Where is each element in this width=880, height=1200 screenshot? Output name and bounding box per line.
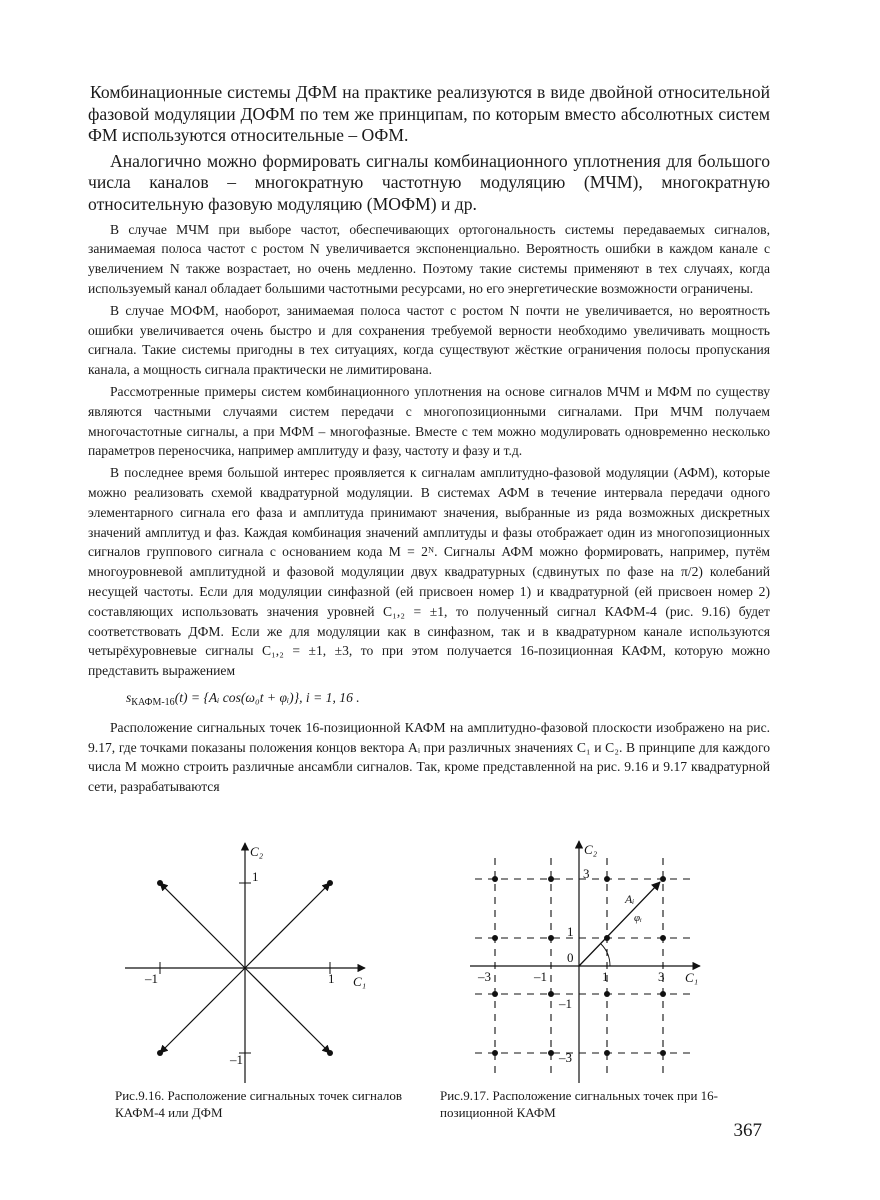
vector-q4: [245, 968, 330, 1053]
figure-9-16-caption: Рис.9.16. Расположение сигнальных точек сигналов КАФМ-4 или ДФМ: [115, 1088, 403, 1120]
formula: [88, 683, 770, 718]
signal-point: [327, 1050, 333, 1056]
tick-label-y-neg: –1: [230, 1052, 243, 1067]
axis-label-y: C₂: [584, 842, 598, 857]
tick-label-x-m3: –3: [478, 969, 491, 984]
figure-9-16: [115, 838, 395, 1088]
axis-label-x: C₁: [685, 970, 699, 985]
tick-label-x-p3: 3: [658, 969, 665, 984]
signal-point: [157, 880, 163, 886]
paragraph-2: Аналогично можно формировать сигналы комбинационного уплотнения для большого числа каналов – многократную частотную модуляцию (МЧМ), многократную относительную фазовую модуляцию (МОФМ) и др.: [88, 150, 770, 214]
origin-label: 0: [567, 950, 574, 965]
vector-q1: [245, 883, 330, 968]
vector-ai: [579, 882, 660, 966]
tick-label-y-p1: 1: [567, 924, 574, 939]
axis-label-y: C₂: [250, 844, 264, 859]
page-number: 367: [733, 1120, 762, 1141]
figure-9-17: [460, 838, 720, 1088]
signal-point: [157, 1050, 163, 1056]
tick-label-y-pos: 1: [252, 869, 259, 884]
paragraph-6: В последнее время большой интерес проявляется к сигналам амплитудно-фазовой модуляции (АФМ), которые можно реализовать схемой квадратурной модуляции. В системах АФМ в течение интервала передачи одного элементарного сигнала его фаза и амплитуда принимают значения, выбранные из ряда возможных дискретных значений амплитуд и фаз. Каждая комбинация значений амплитуды и фазы отображает один из многопозиционных сигналов группового сигнала с основанием кода M = 2ᴺ. Сигналы АФМ можно формировать, например, путём многоуровневой амплитудной и фазовой модуляции двух квадратурных (сдвинутых по фазе на π/2) колебаний несущей частоты. Если для модуляции синфазной (ей присвоен номер 1) и квадратурной (ей присвоен номер 2) составляющих использовать значения уровней C₁,₂ = ±1, то полученный сигнал КАФМ-4 (рис. 9.16) будет соответствовать ДФМ. Если же для модуляции как в синфазном, так и в квадратурном канале используются четырёхуровневые сигналы C₁,₂ = ±1, ±3, то при этом получается 16-позиционная КАФМ, которую можно представить выражением: [88, 465, 770, 679]
vector-label: Aᵢ: [625, 892, 635, 906]
paragraph-7: Расположение сигнальных точек 16-позиционной КАФМ на амплитудно-фазовой плоскости изображено на рис. 9.17, где точками показаны положения концов вектора Aᵢ при различных значениях C₁ и C₂. В принципе для каждого числа M можно строить различные ансамбли сигналов. Так, кроме представленной на рис. 9.16 и 9.17 квадратурной сети, разрабатываются: [88, 719, 770, 795]
grid-lines: [475, 858, 690, 1078]
tick-label-y-m3: –3: [559, 1050, 572, 1065]
angle-arc: [601, 944, 610, 966]
angle-label: φᵢ: [634, 912, 642, 924]
axis-label-x: C₁: [353, 974, 367, 989]
page-text: [88, 82, 770, 799]
paragraph-3: В случае МЧМ при выборе частот, обеспечивающих ортогональность системы передаваемых сигналов, занимаемая полоса частот с ростом N увеличивается экспоненциально. Вероятность ошибки в каждом канале с увеличением N также возрастает, но очень медленно. Поэтому такие системы применяют в тех случаях, когда используемый канал обладает большими частотными ресурсами, но его энергетические возможности ограничены.: [88, 221, 770, 296]
vector-q2: [160, 883, 245, 968]
paragraph-5: Рассмотренные примеры систем комбинационного уплотнения на основе сигналов МЧМ и МФМ по существу являются частными случаями систем передачи с многопозиционными сигналами. При МЧМ получаем многочастотные сигналы, а при МФМ – многофазные. Вместе с тем можно модулировать одновременно несколько параметров переносчика, например амплитуду и фазу, частоту и фазу и т.д.: [88, 383, 770, 459]
tick-label-x-p1: 1: [602, 969, 609, 984]
tick-label-y-m1: –1: [559, 996, 572, 1011]
signal-point: [327, 880, 333, 886]
vector-q3: [160, 968, 245, 1053]
paragraph-1: Комбинационные системы ДФМ на практике реализуются в виде двойной относительной фазовой модуляции ДОФМ по тем же принципам, по которым вместо абсолютных систем ФМ используются относительные – ОФМ.: [88, 82, 770, 146]
tick-label-y-p3: 3: [583, 866, 590, 881]
formula-lhs: s: [126, 689, 132, 705]
figure-9-17-caption: Рис.9.17. Расположение сигнальных точек при 16-позиционной КАФМ: [440, 1088, 718, 1120]
formula-lhs-subscript: КАФМ-16: [131, 696, 175, 708]
formula-body: (t) = {Aᵢ cos(ω₀t + φᵢ)}, i = 1, 16 .: [174, 689, 360, 705]
tick-label-x-pos: 1: [328, 971, 335, 986]
paragraph-4: В случае МОФМ, наоборот, занимаемая полоса частот с ростом N почти не увеличивается, но вероятность ошибки увеличивается очень быстро и для сохранения требуемой верности необходимо увеличивать мощность сигнала. Такие системы пригодны в тех ситуациях, когда существуют жёсткие ограничения полосы пропускания канала, а мощность сигнала практически не лимитирована.: [88, 302, 770, 378]
tick-label-x-neg: –1: [145, 971, 158, 986]
tick-label-x-m1: –1: [534, 969, 547, 984]
